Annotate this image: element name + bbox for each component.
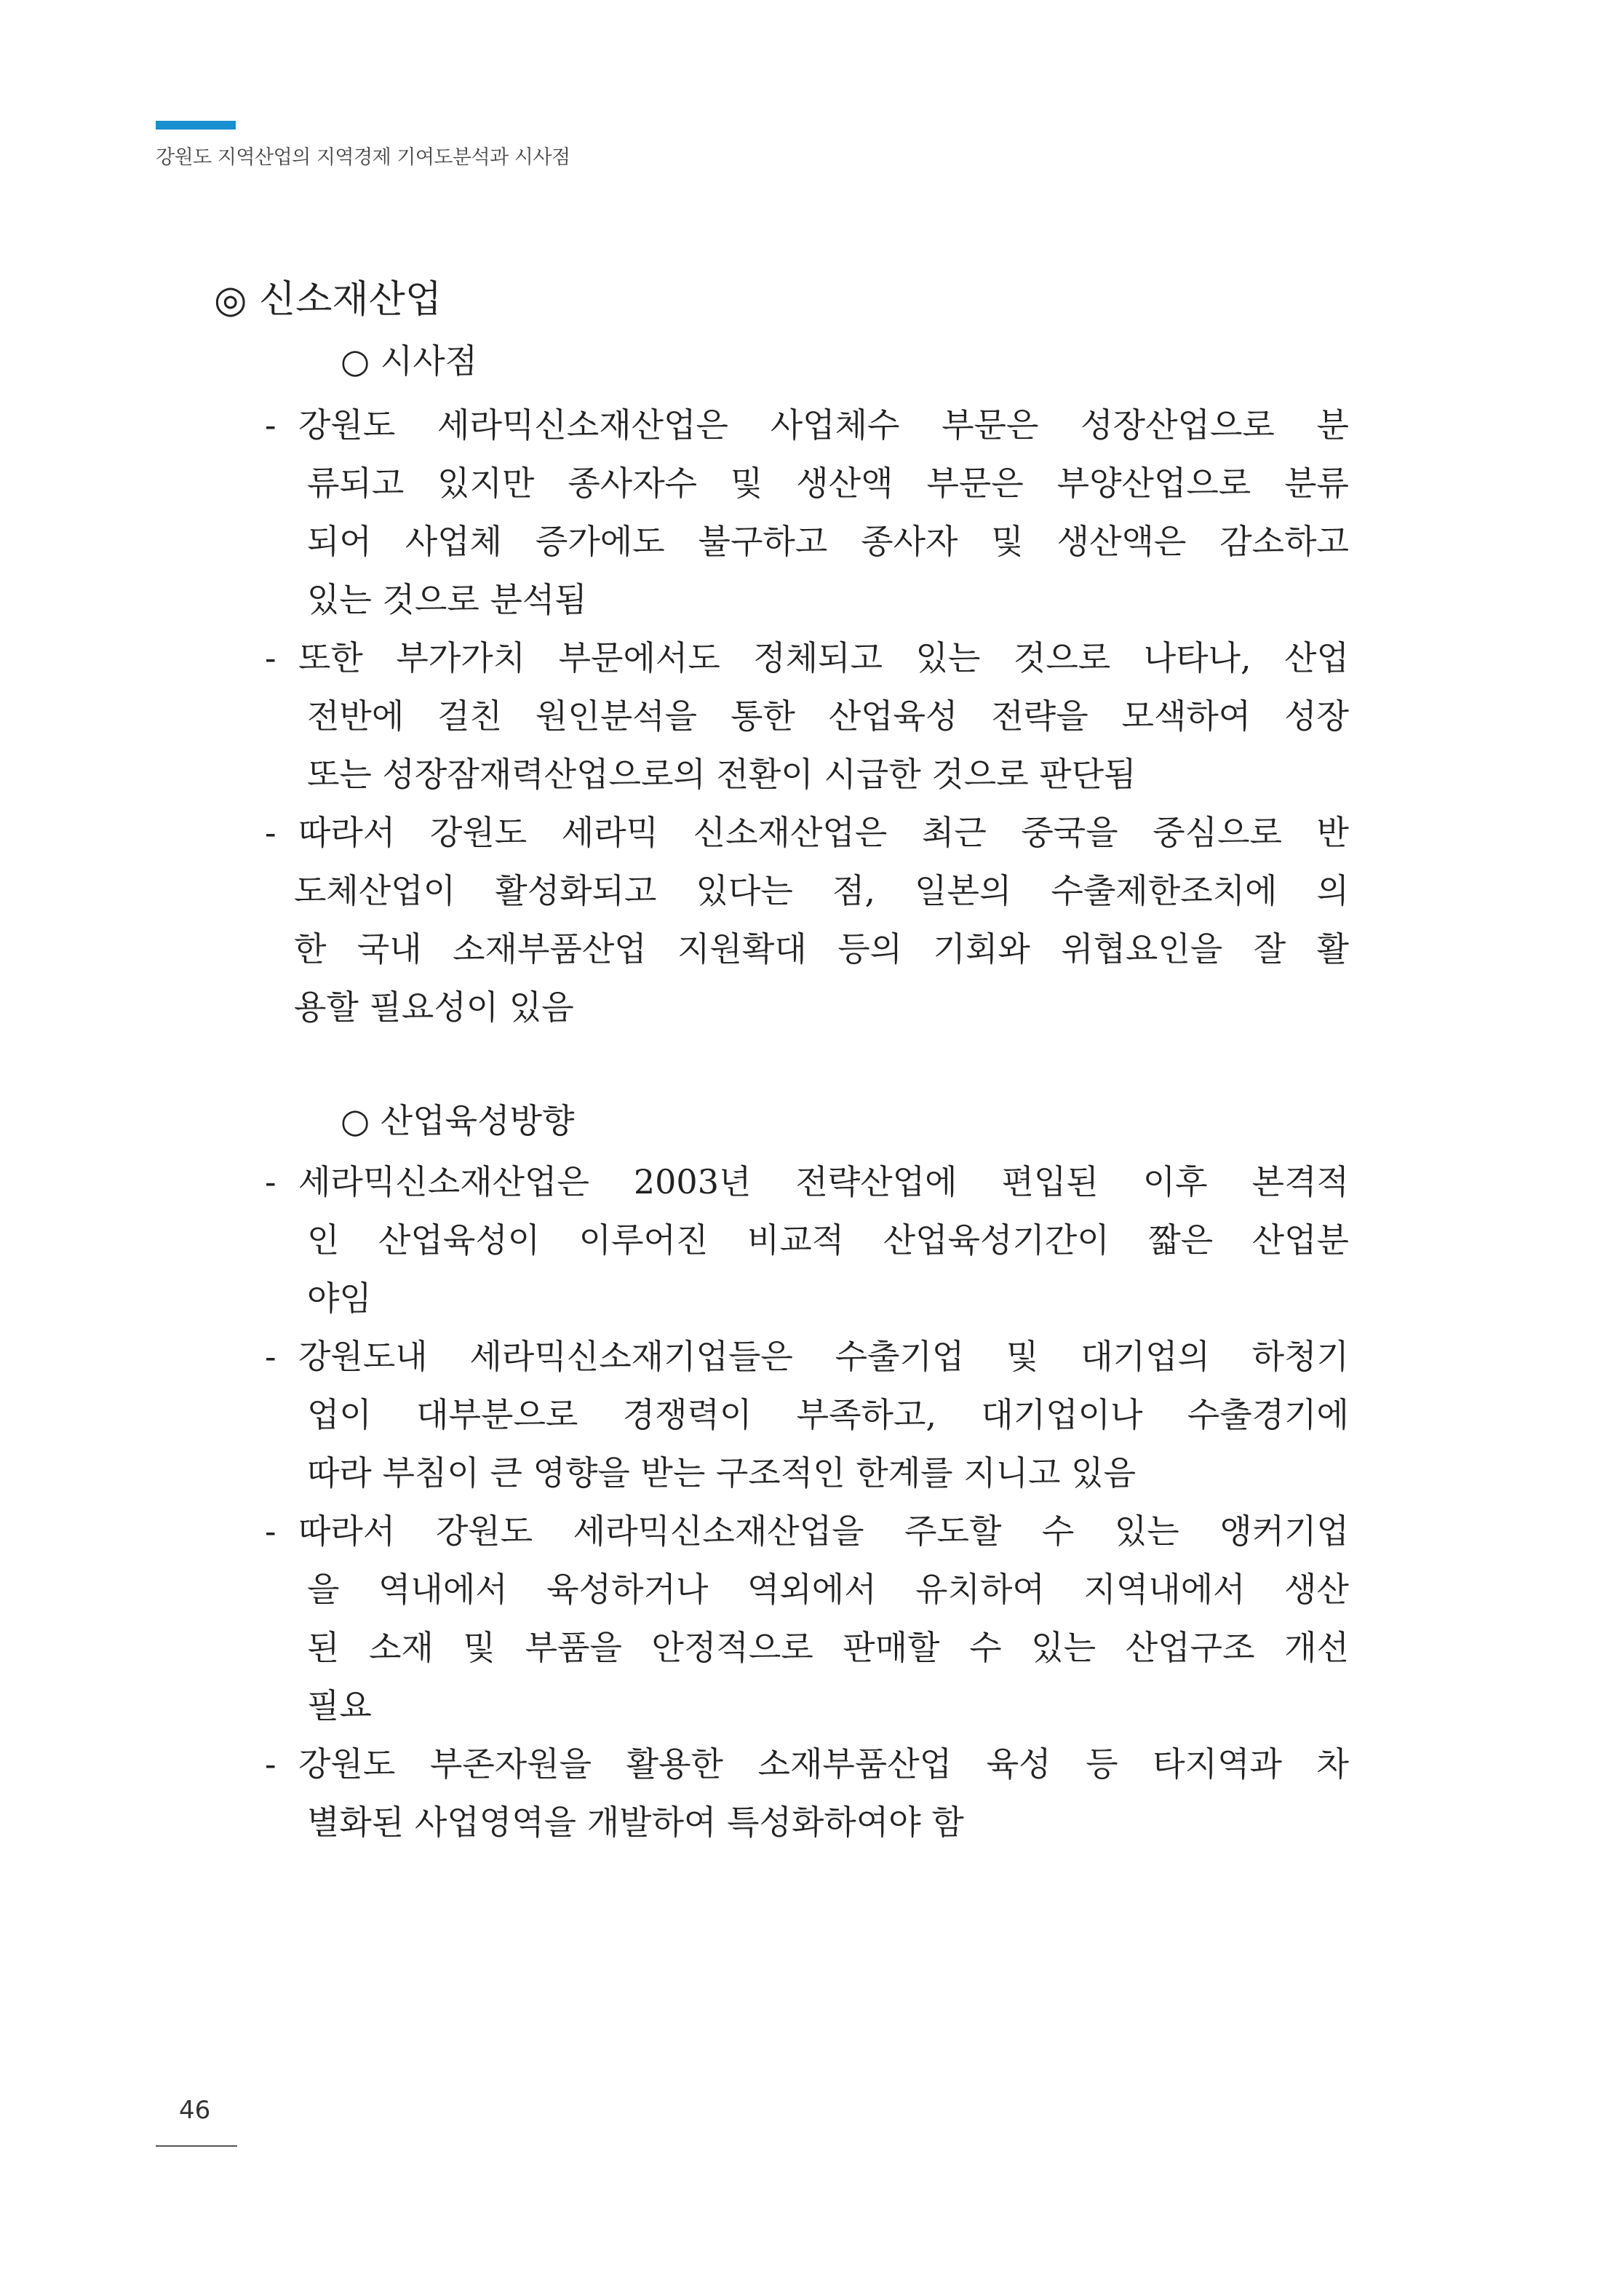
bullet-dash: - (265, 1511, 276, 1551)
bullet-item (265, 396, 1349, 629)
bullet-item (265, 803, 1349, 1036)
bullet-line: - 강원도 부존자원을 활용한 소재부품산업 육성 등 타지역과 차 (265, 1735, 1349, 1793)
bullet-line: - 강원도내 세라믹신소재기업들은 수출기업 및 대기업의 하청기 (265, 1327, 1349, 1386)
bullet-line: 을 역내에서 육성하거나 역외에서 유치하여 지역내에서 생산 (307, 1570, 1349, 1609)
bullet-dash: - (265, 1744, 276, 1784)
bullet-line: 따라 부침이 큰 영향을 받는 구조적인 한계를 지니고 있음 (307, 1453, 1137, 1493)
bullet-item (265, 1735, 1349, 1851)
bullet-dash: - (265, 405, 276, 445)
bullet-line: - 세라믹신소재산업은 2003년 전략산업에 편입된 이후 본격적 (265, 1153, 1349, 1211)
bullet-item (265, 1502, 1349, 1735)
bullet-item (265, 1153, 1349, 1327)
bullet-dash: - (265, 1337, 276, 1376)
section-title: ◎ 신소재산업 (214, 278, 442, 322)
bullet-line: 된 소재 및 부품을 안정적으로 판매할 수 있는 산업구조 개선 (307, 1628, 1349, 1667)
footer-rule (156, 2145, 237, 2147)
bullet-dash: - (265, 1162, 276, 1201)
bullet-dash: - (265, 813, 276, 852)
running-header-title: 강원도 지역산업의 지역경제 기여도분석과 시사점 (156, 146, 570, 169)
bullet-item (265, 1327, 1349, 1502)
subsection-heading-development-direction: ○ 산업육성방향 (341, 1101, 575, 1140)
bullet-line: 한 국내 소재부품산업 지원확대 등의 기회와 위협요인을 잘 활 (294, 929, 1349, 969)
bullet-line: 되어 사업체 증가에도 불구하고 종사자 및 생산액은 감소하고 (307, 522, 1349, 561)
bullet-line: 업이 대부분으로 경쟁력이 부족하고, 대기업이나 수출경기에 (307, 1395, 1349, 1434)
subsection-heading-implications: ○ 시사점 (341, 341, 478, 381)
bullet-line: 별화된 사업영역을 개발하여 특성화하여야 함 (307, 1803, 964, 1842)
bullet-dash: - (265, 638, 276, 677)
bullet-item (265, 629, 1349, 803)
bullet-line: 류되고 있지만 종사자수 및 생산액 부문은 부양산업으로 분류 (307, 464, 1349, 503)
bullet-line: 또는 성장잠재력산업으로의 전환이 시급한 것으로 판단됨 (307, 755, 1137, 794)
bullet-line: 전반에 걸친 원인분석을 통한 산업육성 전략을 모색하여 성장 (307, 696, 1349, 736)
bullet-line: 도체산업이 활성화되고 있다는 점, 일본의 수출제한조치에 의 (294, 871, 1349, 910)
bullet-line: 있는 것으로 분석됨 (307, 580, 587, 619)
bullet-line: 필요 (307, 1686, 372, 1725)
bullet-line: 인 산업육성이 이루어진 비교적 산업육성기간이 짧은 산업분 (307, 1220, 1349, 1260)
bullet-line: 야임 (307, 1279, 372, 1318)
bullet-line: - 강원도 세라믹신소재산업은 사업체수 부문은 성장산업으로 분 (265, 396, 1349, 454)
bullet-line: 용할 필요성이 있음 (294, 988, 574, 1027)
bullet-line: - 또한 부가가치 부문에서도 정체되고 있는 것으로 나타나, 산업 (265, 629, 1349, 687)
bullet-line: - 따라서 강원도 세라믹 신소재산업은 최근 중국을 중심으로 반 (265, 803, 1349, 862)
page-number: 46 (179, 2096, 211, 2125)
header-accent-bar (156, 121, 236, 130)
bullet-line: - 따라서 강원도 세라믹신소재산업을 주도할 수 있는 앵커기업 (265, 1502, 1349, 1560)
